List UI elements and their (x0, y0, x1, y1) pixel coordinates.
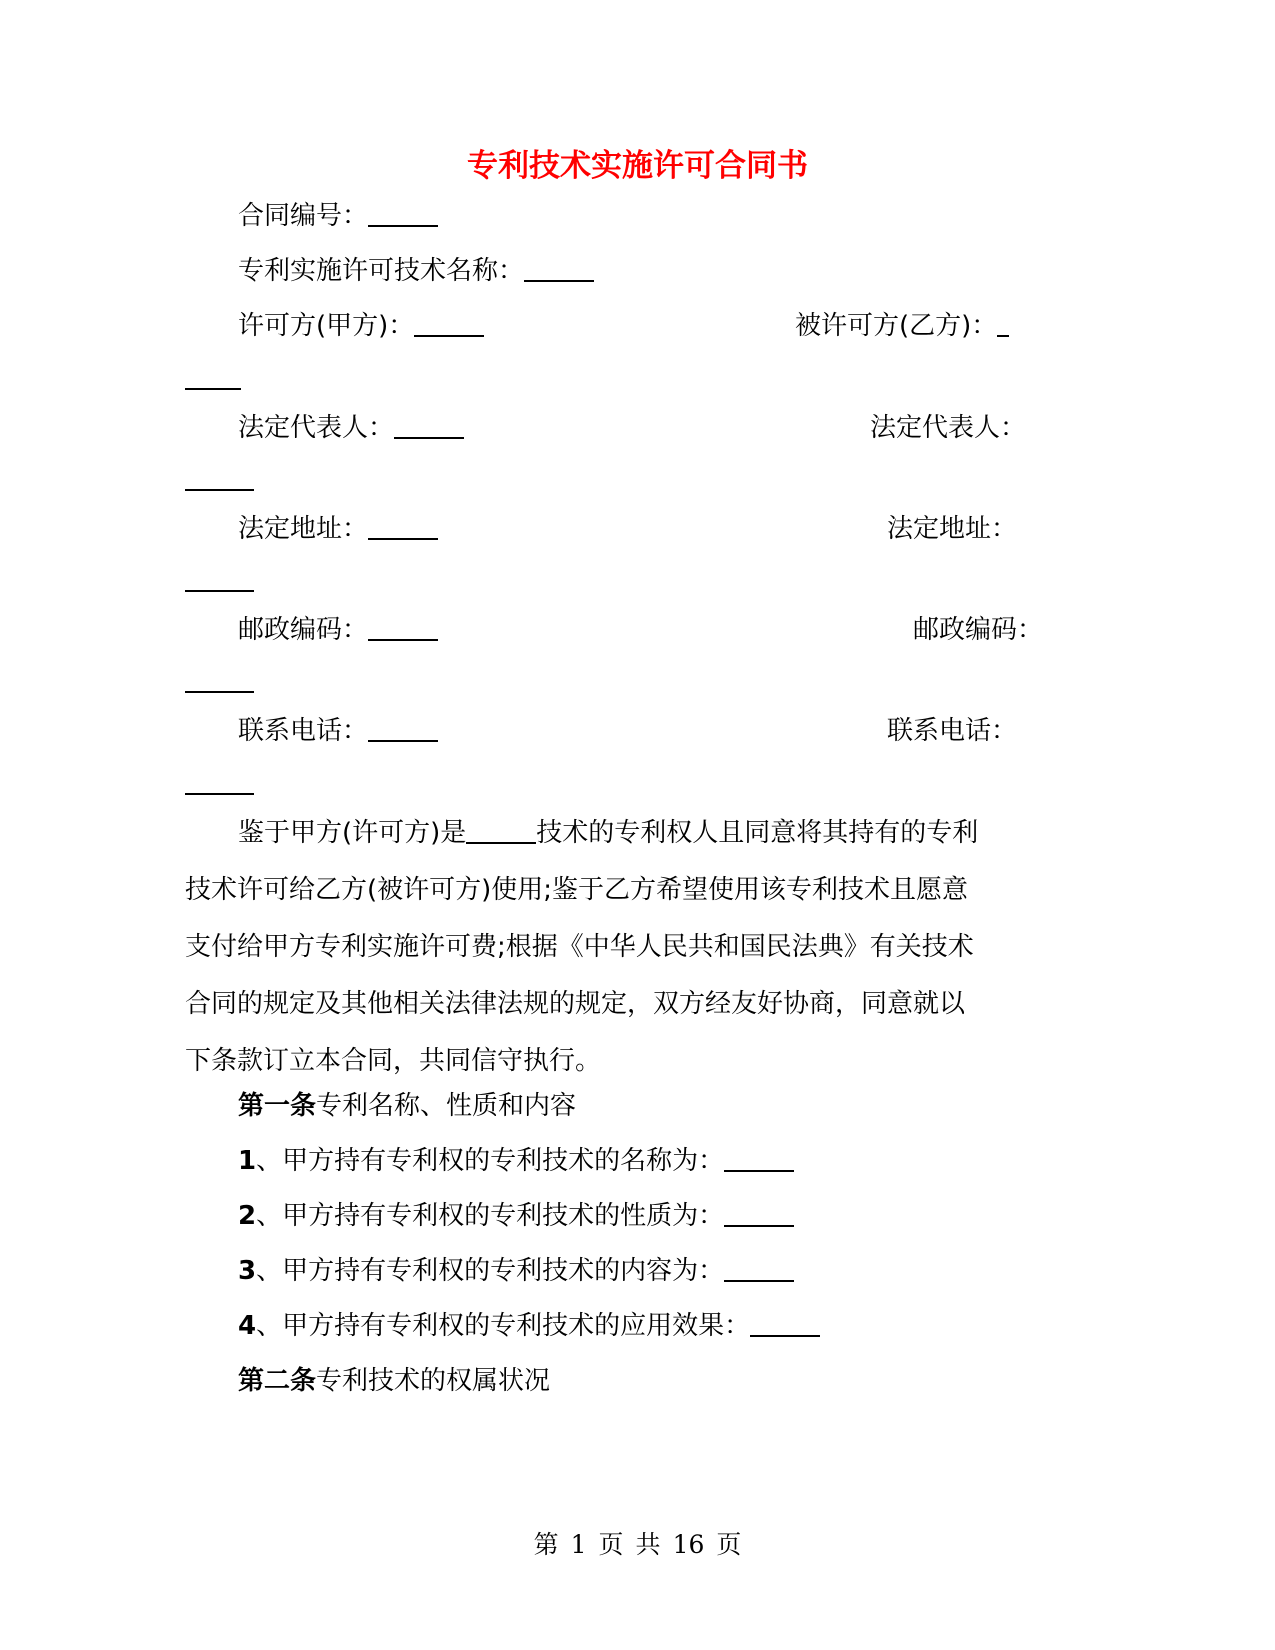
item-text: 、甲方持有专利权的专利技术的性质为： (256, 1201, 725, 1231)
tel-left-field (238, 713, 438, 749)
article-2-title: 专利技术的权属状况 (316, 1366, 551, 1396)
rep-right-field (870, 410, 1026, 446)
item-blank (750, 1309, 820, 1337)
article-1-item (238, 1143, 794, 1179)
rep-right-blank (185, 489, 254, 491)
post-right-blank (185, 691, 254, 693)
document-title: 专利技术实施许可合同书 (467, 148, 808, 184)
preamble-line (185, 805, 1085, 862)
addr-right-field (887, 511, 1017, 547)
item-number: 2 (238, 1201, 257, 1231)
contract-number-field (238, 198, 438, 234)
item-number: 4 (238, 1311, 257, 1341)
post-left-field (238, 612, 438, 648)
footer-page-number: 1 (570, 1530, 587, 1559)
addr-right-blank (185, 590, 254, 592)
item-blank (724, 1199, 794, 1227)
rep-left-field (238, 410, 464, 446)
article-1-title: 专利名称、性质和内容 (316, 1091, 577, 1121)
preamble-tech-blank (466, 816, 536, 844)
licensor-label: 许可方(甲方)： (238, 311, 415, 341)
post-right-field (913, 612, 1043, 648)
addr-left-label: 法定地址： (238, 514, 369, 544)
preamble-line: 下条款订立本合同，共同信守执行。 (185, 1046, 602, 1076)
preamble-line: 支付给甲方专利实施许可费;根据《中华人民共和国民法典》有关技术 (185, 932, 974, 962)
item-blank (724, 1144, 794, 1172)
item-text: 、甲方持有专利权的专利技术的内容为： (256, 1256, 725, 1286)
footer-total-pages: 16 (672, 1530, 705, 1559)
licensee-blank-continuation (185, 388, 241, 390)
article-1-item (238, 1198, 794, 1234)
item-text: 、甲方持有专利权的专利技术的名称为： (256, 1146, 725, 1176)
item-blank (724, 1254, 794, 1282)
post-left-blank (368, 613, 438, 641)
tech-name-label: 专利实施许可技术名称： (238, 256, 525, 286)
tel-right-field (887, 713, 1017, 749)
tech-name-field (238, 253, 594, 289)
tel-left-label: 联系电话： (238, 716, 369, 746)
addr-left-blank (368, 512, 438, 540)
article-2-label: 第二条 (238, 1366, 317, 1396)
item-number: 3 (238, 1256, 257, 1286)
licensee-blank-start (997, 309, 1009, 337)
addr-left-field (238, 511, 438, 547)
item-text: 、甲方持有专利权的专利技术的应用效果： (256, 1311, 751, 1341)
licensor-field (238, 308, 484, 344)
footer-total-suffix: 页 (716, 1530, 742, 1559)
article-1-label: 第一条 (238, 1091, 317, 1121)
contract-number-label: 合同编号： (238, 201, 369, 231)
footer-total-prefix: 共 (635, 1530, 661, 1559)
post-left-label: 邮政编码： (238, 615, 369, 645)
contract-number-blank (368, 199, 438, 227)
article-1-heading (238, 1088, 576, 1124)
preamble-paragraph (185, 805, 1085, 1090)
licensor-blank (414, 309, 484, 337)
tel-right-label: 联系电话： (887, 716, 1018, 746)
rep-left-blank (394, 411, 464, 439)
footer-page-prefix: 第 (533, 1530, 559, 1559)
article-2-heading (238, 1363, 550, 1399)
tech-name-blank (524, 254, 594, 282)
addr-right-label: 法定地址： (887, 514, 1018, 544)
rep-right-label: 法定代表人： (870, 413, 1027, 443)
footer-page-suffix: 页 (598, 1530, 624, 1559)
rep-left-label: 法定代表人： (238, 413, 395, 443)
tel-right-blank (185, 793, 254, 795)
article-1-item (238, 1308, 820, 1344)
tel-left-blank (368, 714, 438, 742)
licensee-label: 被许可方(乙方)： (795, 311, 998, 341)
preamble-line: 合同的规定及其他相关法律法规的规定，双方经友好协商，同意就以 (185, 989, 966, 1019)
preamble-line1-end: 技术的专利权人且同意将其持有的专利 (536, 818, 979, 848)
post-right-label: 邮政编码： (913, 615, 1044, 645)
item-number: 1 (238, 1146, 257, 1176)
page-footer (0, 1528, 1275, 1562)
preamble-line: 技术许可给乙方(被许可方)使用;鉴于乙方希望使用该专利技术且愿意 (185, 875, 969, 905)
licensee-field (795, 308, 1009, 344)
preamble-line1-start: 鉴于甲方(许可方)是 (238, 818, 467, 848)
article-1-item (238, 1253, 794, 1289)
